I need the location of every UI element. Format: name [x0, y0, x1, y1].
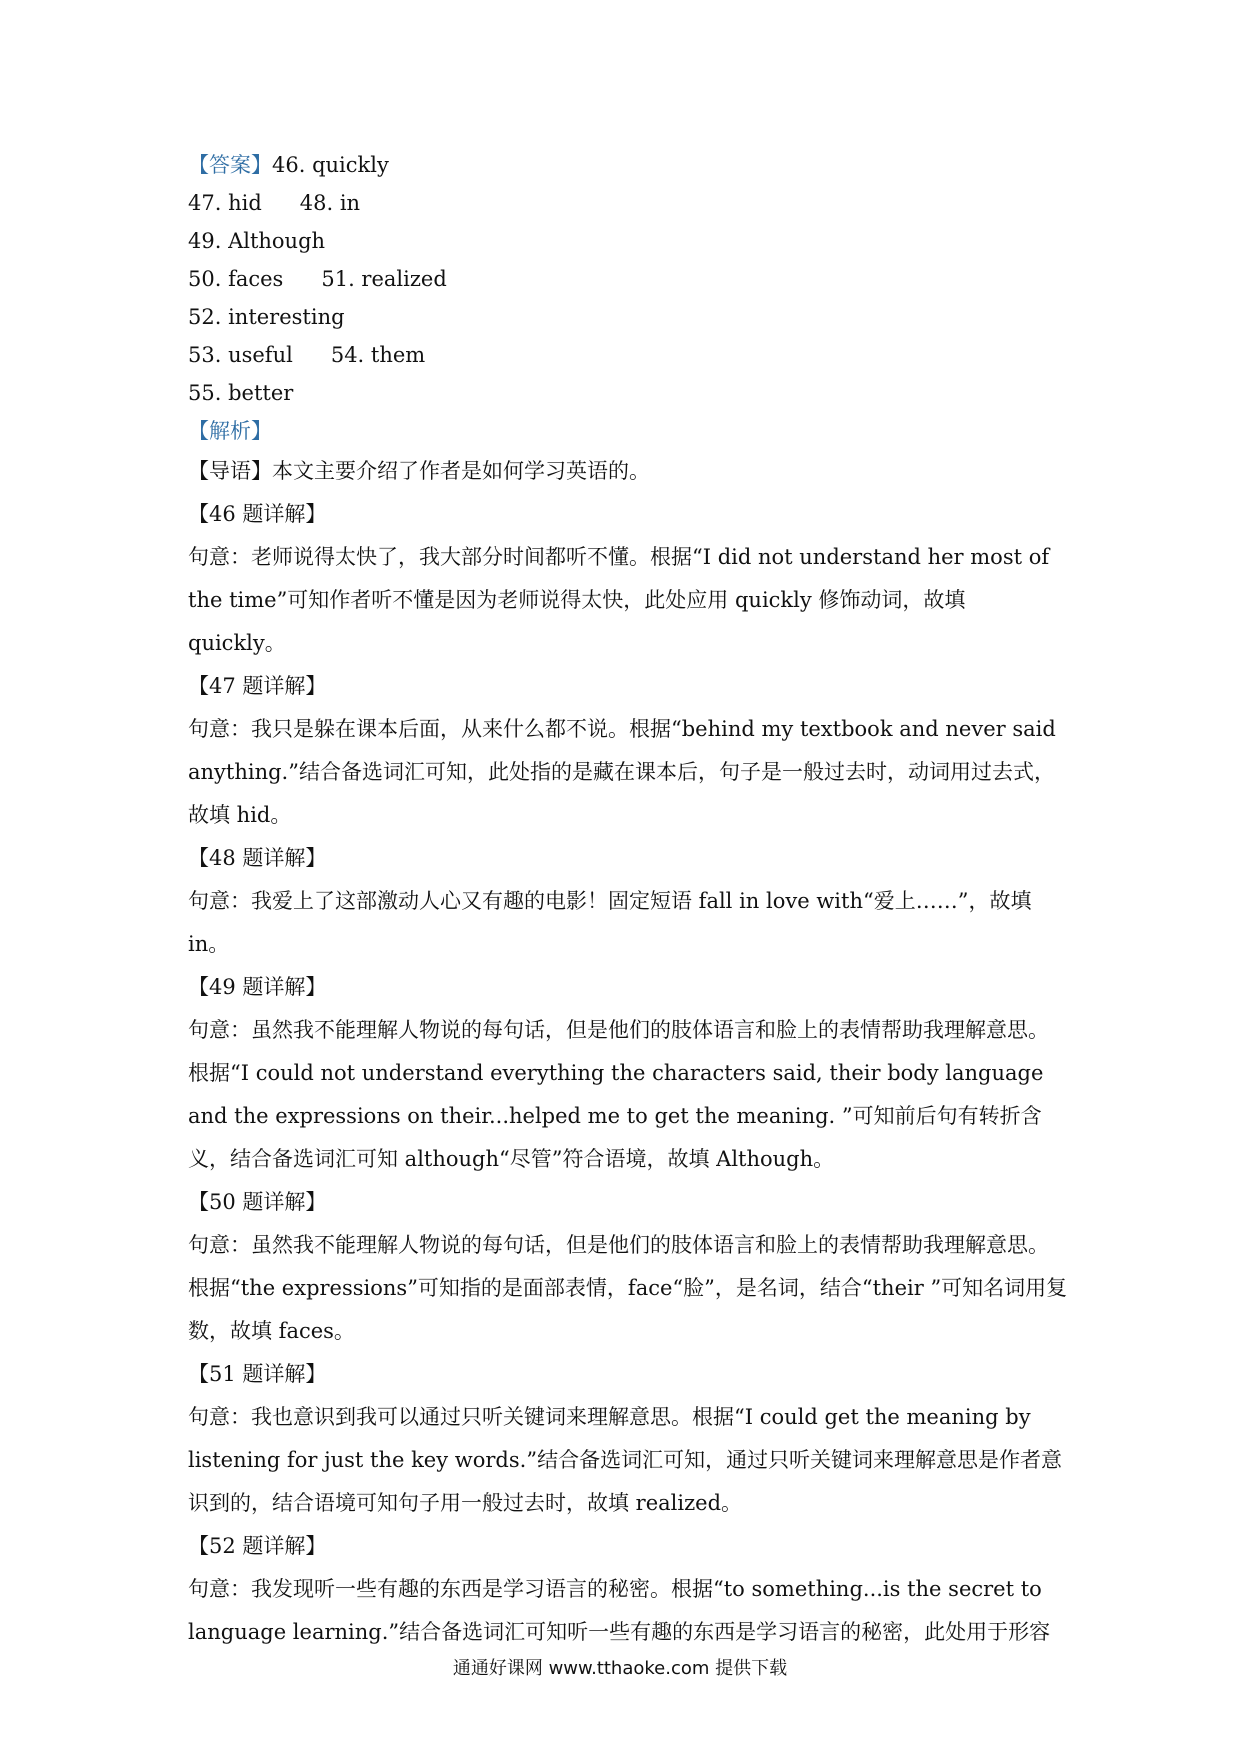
q50-explanation: 句意：虽然我不能理解人物说的每句话，但是他们的肢体语言和脸上的表情帮助我理解意思。根据“the expressions”可知指的是面部表情，face“脸”，是名词，结合“their ”可知名词用复数，故填 faces。 [188, 1233, 1068, 1343]
q48-explanation: 句意：我爱上了这部激动人心又有趣的电影！固定短语 fall in love with“爱上……”，故填 in。 [188, 889, 1032, 956]
q50-heading: 【50 题详解】 [188, 1190, 327, 1214]
intro-paragraph: 【导语】本文主要介绍了作者是如何学习英语的。 [188, 459, 650, 483]
answer-line-52 [188, 298, 1068, 336]
answer-46: 46. quickly [272, 153, 389, 177]
q47-explanation: 句意：我只是躲在课本后面，从来什么都不说。根据“behind my textbook and never said anything.”结合备选词汇可知，此处指的是藏在课本后，句子是一般过去时，动词用过去式，故填 hid。 [188, 717, 1056, 827]
answer-51: 51. realized [321, 267, 447, 291]
answer-54: 54. them [330, 343, 426, 367]
answer-line-50-51 [188, 260, 1068, 298]
answer-label: 【答案】 [188, 153, 272, 177]
answer-47: 47. hid [188, 191, 262, 215]
q51-heading: 【51 题详解】 [188, 1362, 327, 1386]
answer-line-49 [188, 222, 1068, 260]
analysis-label: 【解析】 [188, 419, 272, 443]
answer-line-46 [188, 146, 1068, 184]
answer-52: 52. interesting [188, 305, 345, 329]
answer-line-55 [188, 374, 1068, 412]
q48-heading: 【48 题详解】 [188, 846, 327, 870]
answer-line-47-48 [188, 184, 1068, 222]
answer-49: 49. Although [188, 229, 326, 253]
q46-heading: 【46 题详解】 [188, 502, 327, 526]
page-footer: 通通好课网 www.tthaoke.com 提供下载 [452, 1658, 788, 1679]
document-page [188, 146, 1068, 1654]
q49-explanation: 句意：虽然我不能理解人物说的每句话，但是他们的肢体语言和脸上的表情帮助我理解意思。根据“I could not understand everything the characters said, their body language and the expressions on their...helped me to get the meaning. ”可知前后句有转折含义，结合备选词汇可知 although“尽管”符合语境，故填 Although。 [188, 1018, 1049, 1171]
q49-heading: 【49 题详解】 [188, 975, 327, 999]
answer-55: 55. better [188, 381, 294, 405]
answer-line-53-54 [188, 336, 1068, 374]
q46-explanation: 句意：老师说得太快了，我大部分时间都听不懂。根据“I did not understand her most of the time”可知作者听不懂是因为老师说得太快，此处应用 quickly 修饰动词，故填 quickly。 [188, 545, 1050, 655]
answer-53: 53. useful [188, 343, 293, 367]
answer-50: 50. faces [188, 267, 284, 291]
q52-explanation: 句意：我发现听一些有趣的东西是学习语言的秘密。根据“to something...is the secret to language learning.”结合备选词汇可知听一些有趣的东西是学习语言的秘密，此处用于形容 [188, 1577, 1051, 1644]
answer-48: 48. in [299, 191, 361, 215]
q51-explanation: 句意：我也意识到我可以通过只听关键词来理解意思。根据“I could get the meaning by listening for just the key words.”结合备选词汇可知，通过只听关键词来理解意思是作者意识到的，结合语境可知句子用一般过去时，故填 realized。 [188, 1405, 1063, 1515]
q47-heading: 【47 题详解】 [188, 674, 327, 698]
q52-heading: 【52 题详解】 [188, 1534, 327, 1558]
